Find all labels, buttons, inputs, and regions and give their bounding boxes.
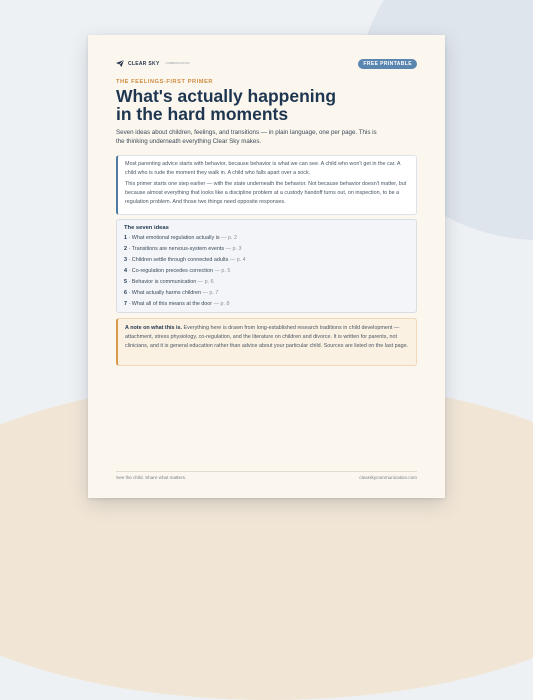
toc-item-text: What all of this means at the door — [131, 301, 213, 307]
intro-callout — [116, 155, 417, 215]
note-body: Everything here is drawn from long-established research traditions in child development — attachment, stress physiology, co-regulation, and the literature on children and divorce. It is written for parents, not clinicians, and it is general education rather than advice about your particular child. Sources are listed on the last page. — [125, 325, 409, 349]
toc-item-text: Transitions are nervous-system events — [131, 246, 225, 252]
toc-item: 2 · Transitions are nervous-system events — p. 3 — [124, 246, 242, 252]
document-page — [88, 35, 445, 498]
toc-item-text: Children settle through connected adults — [131, 257, 229, 263]
intro-paragraph-1: Most parenting advice starts with behavior, because behavior is what we can see. A child who won't get in the car. A child who is rude the moment they walk in. A child who falls apart over a sock. — [125, 161, 401, 176]
note-callout — [116, 318, 417, 366]
toc-item-text: What actually harms children — [131, 290, 202, 296]
title-line-2: in the hard moments — [116, 104, 289, 124]
footer-website: clearskycommunication.com — [359, 475, 417, 480]
toc-item: 5 · Behavior is communication — p. 6 — [124, 279, 214, 285]
toc-item-page: p. 7 — [209, 290, 219, 296]
toc-item: 4 · Co-regulation precedes correction — p. 5 — [124, 268, 231, 274]
toc-item-page: p. 8 — [220, 301, 230, 307]
toc-item-number: 6 — [124, 290, 127, 296]
brand-subtitle: COMMUNICATION — [165, 62, 190, 65]
toc-item-number: 5 — [124, 279, 127, 285]
toc-item-text: What emotional regulation actually is — [131, 235, 220, 241]
toc-item: 7 · What all of this means at the door — p. 8 — [124, 301, 230, 307]
footer-divider — [116, 471, 417, 472]
footer-tagline: See the child. Share what matters. — [116, 475, 187, 480]
note-lead: A note on what this is. — [125, 325, 183, 331]
free-printable-badge: FREE PRINTABLE — [358, 59, 417, 69]
eyebrow-label: THE FEELINGS-FIRST PRIMER — [116, 79, 214, 85]
page-title — [116, 87, 416, 123]
toc-item-number: 2 — [124, 246, 127, 252]
page-subtitle: Seven ideas about children, feelings, and transitions — in plain language, one per page. This is the thinking underneath everything Clear Sky makes. — [116, 129, 377, 145]
toc-title: The seven ideas — [124, 225, 169, 231]
toc-item: 1 · What emotional regulation actually is — p. 2 — [124, 235, 237, 241]
toc-item-number: 4 — [124, 268, 127, 274]
toc-item-number: 7 — [124, 301, 127, 307]
toc-item-page: p. 6 — [204, 279, 214, 285]
paper-plane-icon — [116, 60, 124, 67]
toc-item-page: p. 3 — [232, 246, 242, 252]
toc-item: 6 · What actually harms children — p. 7 — [124, 290, 219, 296]
toc-item-number: 3 — [124, 257, 127, 263]
table-of-contents — [116, 219, 417, 313]
toc-item-page: p. 5 — [221, 268, 231, 274]
toc-item-page: p. 2 — [227, 235, 237, 241]
toc-item-number: 1 — [124, 235, 127, 241]
toc-item-text: Behavior is communication — [131, 279, 197, 285]
brand-logo — [116, 60, 190, 67]
title-line-1: What's actually happening — [116, 86, 337, 106]
toc-item: 3 · Children settle through connected adults — p. 4 — [124, 257, 246, 263]
toc-item-text: Co-regulation precedes correction — [131, 268, 213, 274]
intro-paragraph-2: This primer starts one step earlier — with the state underneath the behavior. Not because behavior doesn't matter, but because almost everything that looks like a discipline problem at a custody handoff turns out, on inspection, to be a regulation problem. And those two things need opposite responses. — [125, 181, 407, 205]
brand-name: CLEAR SKY — [128, 60, 160, 67]
toc-item-page: p. 4 — [236, 257, 246, 263]
